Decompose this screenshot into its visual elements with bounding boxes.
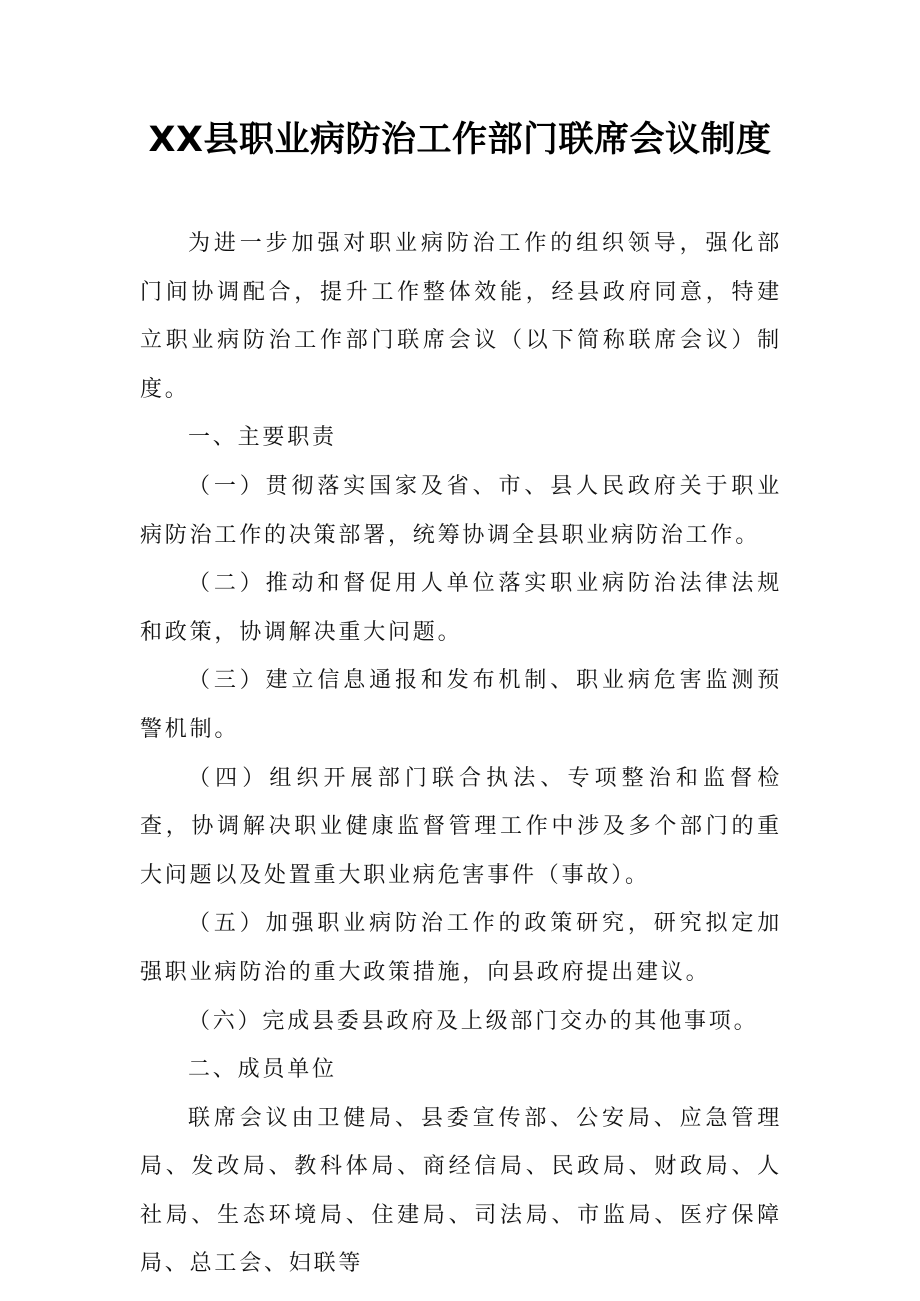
- duty-item-1: （一）贯彻落实国家及省、市、县人民政府关于职业病防治工作的决策部署，统筹协调全县职业病防治工作。: [140, 473, 782, 548]
- duty-item-5: （五）加强职业病防治工作的政策研究，研究拟定加强职业病防治的重大政策措施，向县政府提出建议。: [140, 911, 782, 985]
- section-heading-members: 二、成员单位: [188, 1057, 337, 1083]
- section-heading-duties: 一、主要职责: [188, 425, 337, 451]
- duty-item-6: （六）完成县委县政府及上级部门交办的其他事项。: [188, 1008, 759, 1034]
- document-title: XX县职业病防治工作部门联席会议制度: [148, 120, 772, 160]
- intro-paragraph: 为进一步加强对职业病防治工作的组织领导，强化部门间协调配合，提升工作整体效能，经县政府同意，特建立职业病防治工作部门联席会议（以下简称联席会议）制度。: [140, 231, 782, 402]
- duty-item-4: （四）组织开展部门联合执法、专项整治和监督检查，协调解决职业健康监督管理工作中涉及多个部门的重大问题以及处置重大职业病危害事件（事故）。: [140, 765, 782, 888]
- members-paragraph: 联席会议由卫健局、县委宣传部、公安局、应急管理局、发改局、教科体局、商经信局、民政局、财政局、人社局、生态环境局、住建局、司法局、市监局、医疗保障局、总工会、妇联等: [140, 1105, 782, 1277]
- document-body: [140, 220, 782, 1289]
- duty-item-2: （二）推动和督促用人单位落实职业病防治法律法规和政策，协调解决重大问题。: [140, 571, 782, 645]
- duty-item-3: （三）建立信息通报和发布机制、职业病危害监测预警机制。: [140, 668, 782, 742]
